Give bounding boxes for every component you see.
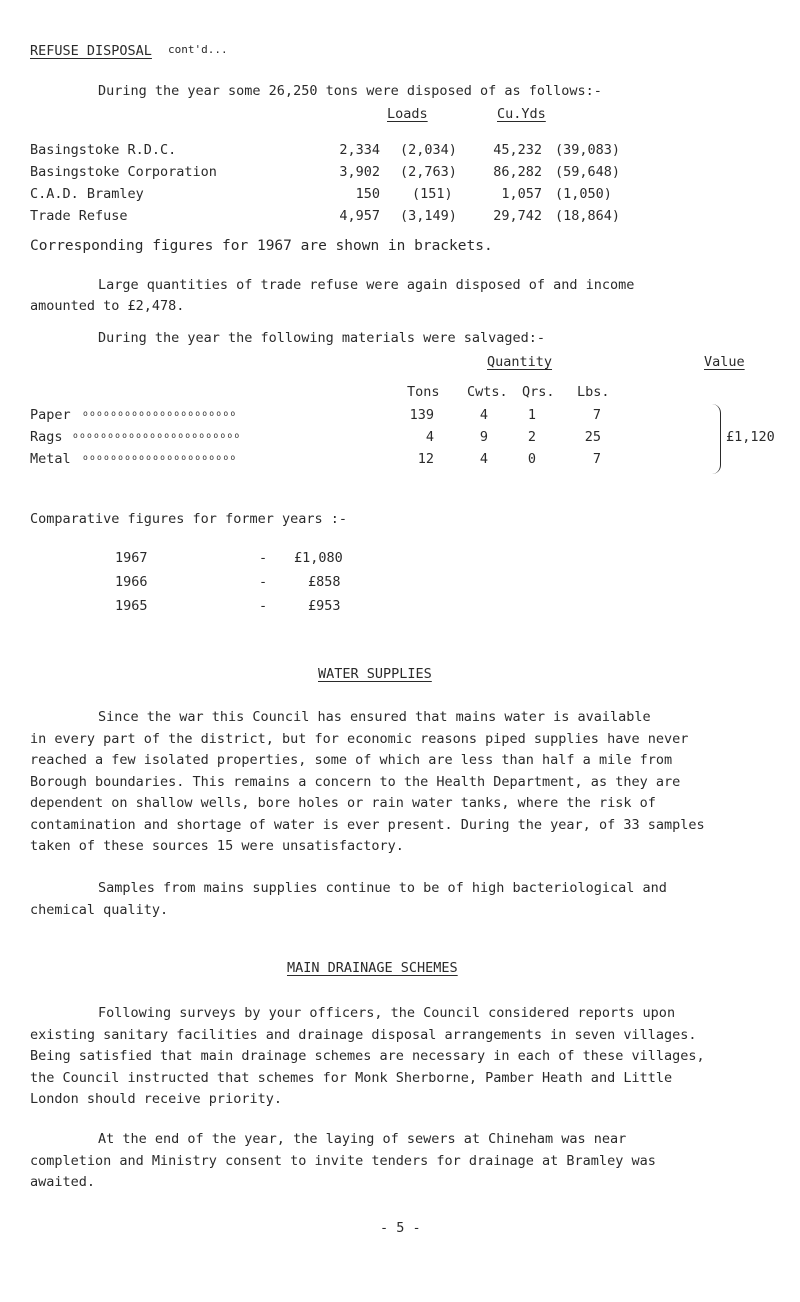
disposal-row-name: C.A.D. Bramley bbox=[30, 186, 144, 202]
comparative-value: £953 bbox=[308, 598, 341, 614]
text-line: reached a few isolated properties, some of which are less than half a mile from bbox=[30, 752, 673, 768]
disposal-row-cuyds-prev: (18,864) bbox=[555, 208, 621, 224]
comparative-year: 1967 bbox=[115, 550, 148, 566]
salvage-row-lbs: 25 bbox=[584, 429, 601, 445]
value-header: Value bbox=[704, 354, 745, 370]
text-line: Being satisfied that main drainage schemes are necessary in each of these villages, bbox=[30, 1048, 705, 1064]
salvage-row-tons: 4 bbox=[425, 429, 434, 445]
water-paragraph-1 bbox=[30, 707, 790, 858]
disposal-row-loads-prev: (151) bbox=[412, 186, 453, 202]
text-line: dependent on shallow wells, bore holes or rain water tanks, where the risk of bbox=[30, 795, 656, 811]
text-line: completion and Ministry consent to invite tenders for drainage at Bramley was bbox=[30, 1152, 656, 1169]
comparative-dash: - bbox=[259, 598, 268, 614]
disposal-row-loads: 4,957 bbox=[339, 208, 380, 224]
disposal-row-cuyds-prev: (39,083) bbox=[555, 142, 621, 158]
text-line: London should receive priority. bbox=[30, 1091, 282, 1107]
disposal-row-loads: 3,902 bbox=[339, 164, 380, 180]
drainage-paragraph-2 bbox=[30, 1129, 790, 1194]
salvage-intro: During the year the following materials were salvaged:- bbox=[98, 330, 546, 346]
disposal-row-name: Basingstoke Corporation bbox=[30, 164, 217, 180]
unit-cwts: Cwts. bbox=[467, 384, 508, 400]
text-line: taken of these sources 15 were unsatisfactory. bbox=[30, 838, 404, 854]
grouping-brace bbox=[712, 404, 721, 474]
salvage-row-cwts: 4 bbox=[479, 451, 489, 467]
trade-refuse-text-2: amounted to £2,478. bbox=[30, 298, 185, 314]
comparative-value: £858 bbox=[308, 574, 341, 590]
salvage-row-qrs: 1 bbox=[527, 407, 537, 423]
brackets-note: Corresponding figures for 1967 are shown in brackets. bbox=[30, 238, 493, 254]
water-paragraph-2 bbox=[30, 878, 790, 921]
text-line: Since the war this Council has ensured that mains water is available bbox=[98, 709, 651, 725]
water-supplies-heading: WATER SUPPLIES bbox=[318, 666, 432, 682]
disposal-row-cuyds: 86,282 bbox=[493, 164, 542, 180]
continued-note: cont'd... bbox=[168, 43, 228, 56]
text-line: existing sanitary facilities and drainage disposal arrangements in seven villages. bbox=[30, 1026, 697, 1043]
main-drainage-heading: MAIN DRAINAGE SCHEMES bbox=[287, 960, 458, 976]
comparative-dash: - bbox=[259, 550, 268, 566]
disposal-row-cuyds: 45,232 bbox=[493, 142, 542, 158]
text-line: contamination and shortage of water is ever present. During the year, of 33 samples bbox=[30, 816, 705, 833]
text-line: At the end of the year, the laying of sewers at Chineham was near bbox=[98, 1131, 627, 1147]
leader-dots: oooooooooooooooooooooo bbox=[83, 453, 238, 462]
text-line: Following surveys by your officers, the Council considered reports upon bbox=[98, 1005, 676, 1021]
disposal-row-loads: 150 bbox=[355, 186, 380, 202]
disposal-intro: During the year some 26,250 tons were disposed of as follows:- bbox=[98, 83, 602, 99]
salvage-row-cwts: 9 bbox=[479, 429, 489, 445]
unit-tons: Tons bbox=[407, 384, 440, 400]
salvage-row-name: Metal bbox=[30, 451, 71, 467]
cuyds-header: Cu.Yds bbox=[497, 106, 546, 122]
disposal-row-cuyds-prev: (1,050) bbox=[555, 186, 612, 202]
loads-header: Loads bbox=[387, 106, 428, 122]
text-line: chemical quality. bbox=[30, 901, 169, 918]
quantity-header: Quantity bbox=[487, 354, 553, 370]
unit-qrs: Qrs. bbox=[522, 384, 555, 400]
salvage-row-tons: 139 bbox=[409, 407, 434, 423]
page-number: - 5 - bbox=[380, 1220, 421, 1236]
disposal-row-cuyds-prev: (59,648) bbox=[555, 164, 621, 180]
disposal-row-name: Trade Refuse bbox=[30, 208, 128, 224]
disposal-row-loads-prev: (2,034) bbox=[400, 142, 457, 158]
disposal-row-cuyds: 1,057 bbox=[501, 186, 542, 202]
salvage-row-qrs: 2 bbox=[527, 429, 537, 445]
disposal-row-cuyds: 29,742 bbox=[493, 208, 542, 224]
text-line: awaited. bbox=[30, 1174, 96, 1190]
leader-dots: oooooooooooooooooooooo bbox=[83, 409, 238, 418]
text-line: in every part of the district, but for economic reasons piped supplies have never bbox=[30, 730, 689, 747]
salvage-row-lbs: 7 bbox=[592, 451, 601, 467]
comparative-year: 1965 bbox=[115, 598, 148, 614]
text-line: Borough boundaries. This remains a concern to the Health Department, as they are bbox=[30, 773, 681, 790]
trade-refuse-text-1: Large quantities of trade refuse were again disposed of and income bbox=[98, 277, 635, 293]
text-line: Samples from mains supplies continue to be of high bacteriological and bbox=[98, 880, 667, 896]
salvage-row-tons: 12 bbox=[417, 451, 434, 467]
salvage-row-cwts: 4 bbox=[479, 407, 489, 423]
comparative-dash: - bbox=[259, 574, 268, 590]
comparative-intro: Comparative figures for former years :- bbox=[30, 511, 347, 527]
drainage-paragraph-1 bbox=[30, 1003, 790, 1111]
text-line: the Council instructed that schemes for Monk Sherborne, Pamber Heath and Little bbox=[30, 1069, 673, 1086]
salvage-row-qrs: 0 bbox=[527, 451, 537, 467]
comparative-year: 1966 bbox=[115, 574, 148, 590]
disposal-row-loads: 2,334 bbox=[339, 142, 380, 158]
salvage-row-name: Paper bbox=[30, 407, 71, 423]
disposal-row-name: Basingstoke R.D.C. bbox=[30, 142, 177, 158]
salvage-row-lbs: 7 bbox=[592, 407, 601, 423]
salvage-row-name: Rags bbox=[30, 429, 63, 445]
leader-dots: oooooooooooooooooooooooo bbox=[73, 431, 242, 440]
disposal-row-loads-prev: (3,149) bbox=[400, 208, 457, 224]
salvage-value: £1,120 bbox=[726, 429, 775, 445]
disposal-row-loads-prev: (2,763) bbox=[400, 164, 457, 180]
section-title: REFUSE DISPOSAL bbox=[30, 43, 152, 59]
unit-lbs: Lbs. bbox=[577, 384, 610, 400]
comparative-value: £1,080 bbox=[294, 550, 343, 566]
